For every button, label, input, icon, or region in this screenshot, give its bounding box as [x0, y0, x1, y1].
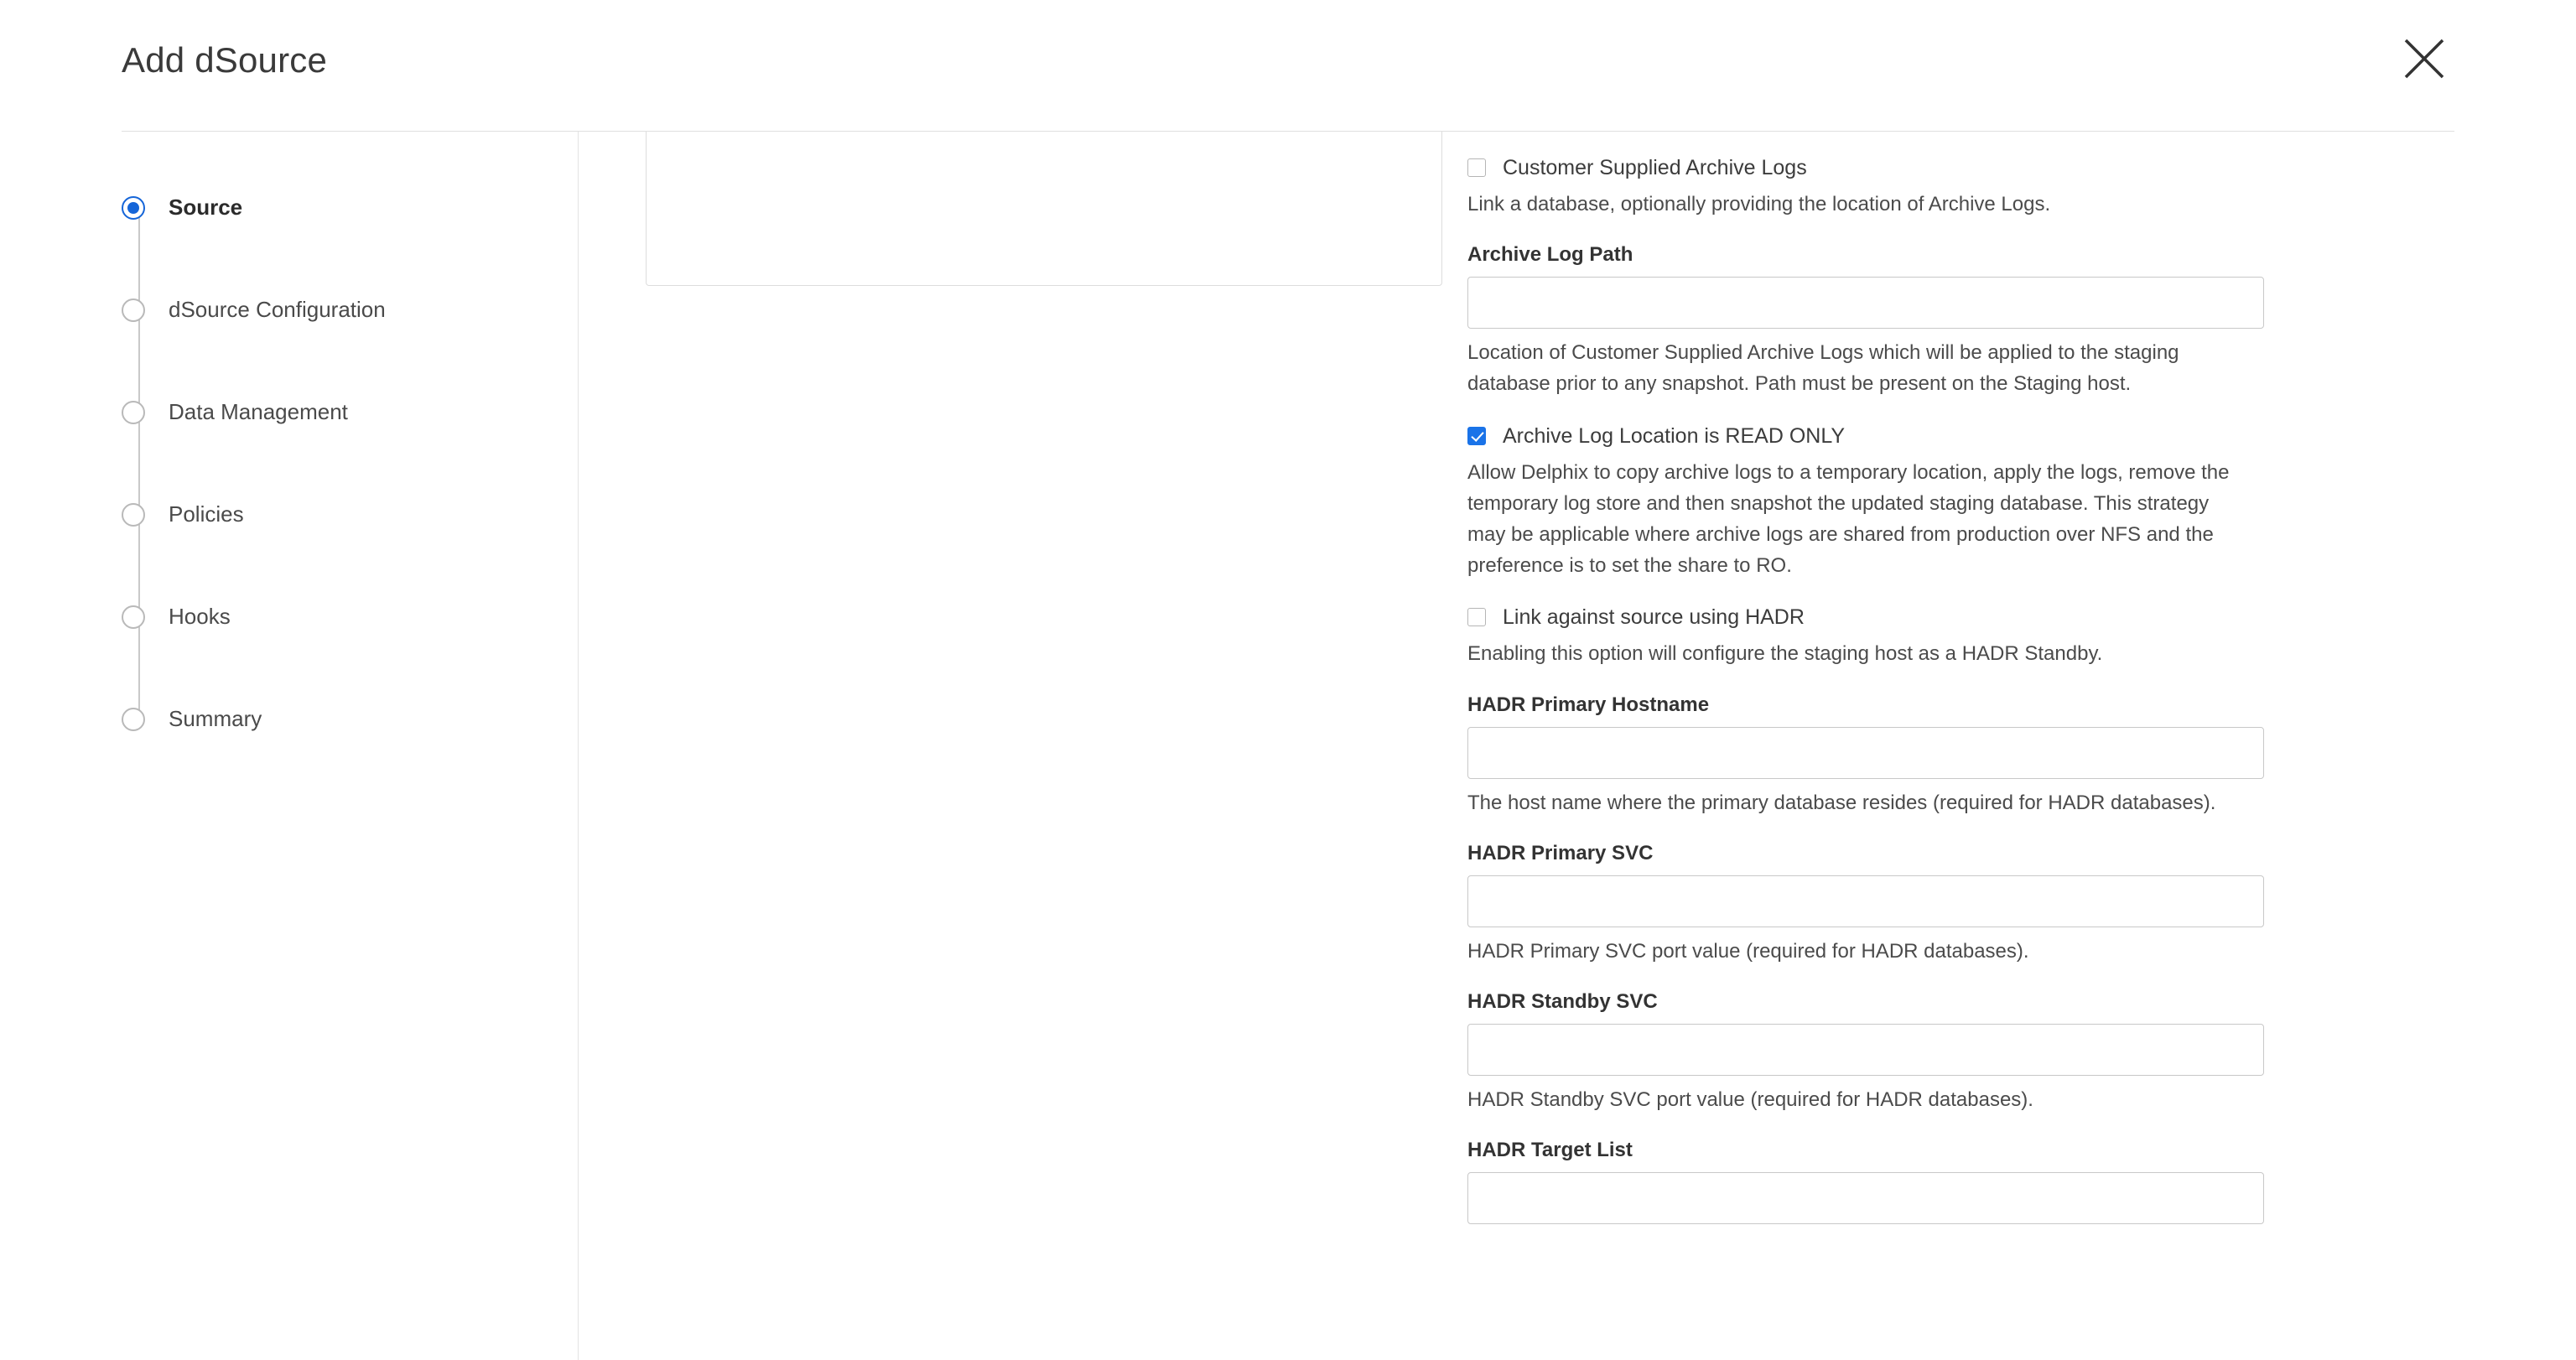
- customer-supplied-archive-logs-help: Link a database, optionally providing the location of Archive Logs.: [1467, 193, 2051, 215]
- hadr-standby-svc-input[interactable]: [1467, 1024, 2264, 1076]
- sidebar-item-data-management[interactable]: [122, 387, 578, 438]
- link-using-hadr-checkbox[interactable]: [1467, 608, 1486, 626]
- dialog-body: [0, 132, 2576, 1360]
- step-indicator-icon: [122, 298, 145, 322]
- wizard-sidebar: [0, 132, 579, 1360]
- archive-log-read-only-help: Allow Delphix to copy archive logs to a temporary location, apply the logs, remove the temporary log store and then snapshot the updated staging database. This strategy may be applicable where archive logs are shared from production over NFS and the preference is to set the share to RO.: [1467, 460, 2230, 578]
- hadr-primary-hostname-input[interactable]: [1467, 727, 2264, 779]
- page-title: Add dSource: [122, 40, 328, 80]
- sidebar-item-policies[interactable]: [122, 489, 578, 540]
- archive-log-path-help: Location of Customer Supplied Archive Logs which will be applied to the staging database prior to any snapshot. Path must be present on the Staging host.: [1467, 341, 2179, 396]
- scrolled-panel-remnant: [646, 132, 1442, 286]
- dialog-header: [122, 0, 2454, 132]
- sidebar-item-label: Source: [169, 195, 243, 220]
- hadr-standby-svc-help: HADR Standby SVC port value (required for HADR databases).: [1467, 1087, 2033, 1111]
- source-form: [1467, 132, 2289, 1360]
- sidebar-item-label: Policies: [169, 501, 244, 527]
- sidebar-item-label: Summary: [169, 706, 262, 731]
- customer-supplied-archive-logs-checkbox[interactable]: [1467, 158, 1486, 177]
- archive-log-read-only-label: Archive Log Location is READ ONLY: [1503, 423, 1846, 448]
- step-indicator-icon: [122, 605, 145, 629]
- customer-supplied-archive-logs-label: Customer Supplied Archive Logs: [1503, 156, 1807, 179]
- link-using-hadr-help: Enabling this option will configure the staging host as a HADR Standby.: [1467, 642, 2103, 666]
- hadr-primary-hostname-label: HADR Primary Hostname: [1467, 693, 1710, 716]
- sidebar-item-label: Data Management: [169, 399, 348, 424]
- sidebar-item-label: dSource Configuration: [169, 297, 386, 322]
- archive-log-read-only-checkbox[interactable]: [1467, 427, 1486, 445]
- sidebar-item-summary[interactable]: [122, 693, 578, 745]
- hadr-target-list-input[interactable]: [1467, 1172, 2264, 1224]
- step-indicator-icon: [122, 503, 145, 527]
- step-indicator-icon: [122, 401, 145, 424]
- hadr-primary-svc-input[interactable]: [1467, 875, 2264, 927]
- sidebar-item-label: Hooks: [169, 604, 231, 629]
- sidebar-item-dsource-configuration[interactable]: [122, 284, 578, 335]
- customer-supplied-archive-logs-row[interactable]: [1467, 155, 2289, 180]
- sidebar-item-hooks[interactable]: [122, 591, 578, 642]
- hadr-target-list-label: HADR Target List: [1467, 1139, 1633, 1162]
- link-using-hadr-row[interactable]: [1467, 605, 2289, 630]
- left-form-column: [579, 132, 1467, 1360]
- link-using-hadr-label: Link against source using HADR: [1503, 605, 1805, 630]
- close-icon[interactable]: [2401, 35, 2448, 82]
- archive-log-read-only-row[interactable]: [1467, 423, 2289, 449]
- archive-log-path-input[interactable]: [1467, 277, 2264, 329]
- hadr-primary-hostname-help: The host name where the primary database resides (required for HADR databases).: [1467, 791, 2216, 814]
- hadr-standby-svc-label: HADR Standby SVC: [1467, 989, 1658, 1013]
- wizard-steps: [122, 182, 578, 745]
- hadr-primary-svc-label: HADR Primary SVC: [1467, 841, 1654, 864]
- step-indicator-icon: [122, 196, 145, 220]
- hadr-primary-svc-help: HADR Primary SVC port value (required for HADR databases).: [1467, 939, 2029, 963]
- step-indicator-icon: [122, 708, 145, 731]
- archive-log-path-label: Archive Log Path: [1467, 243, 1633, 267]
- sidebar-item-source[interactable]: [122, 182, 578, 233]
